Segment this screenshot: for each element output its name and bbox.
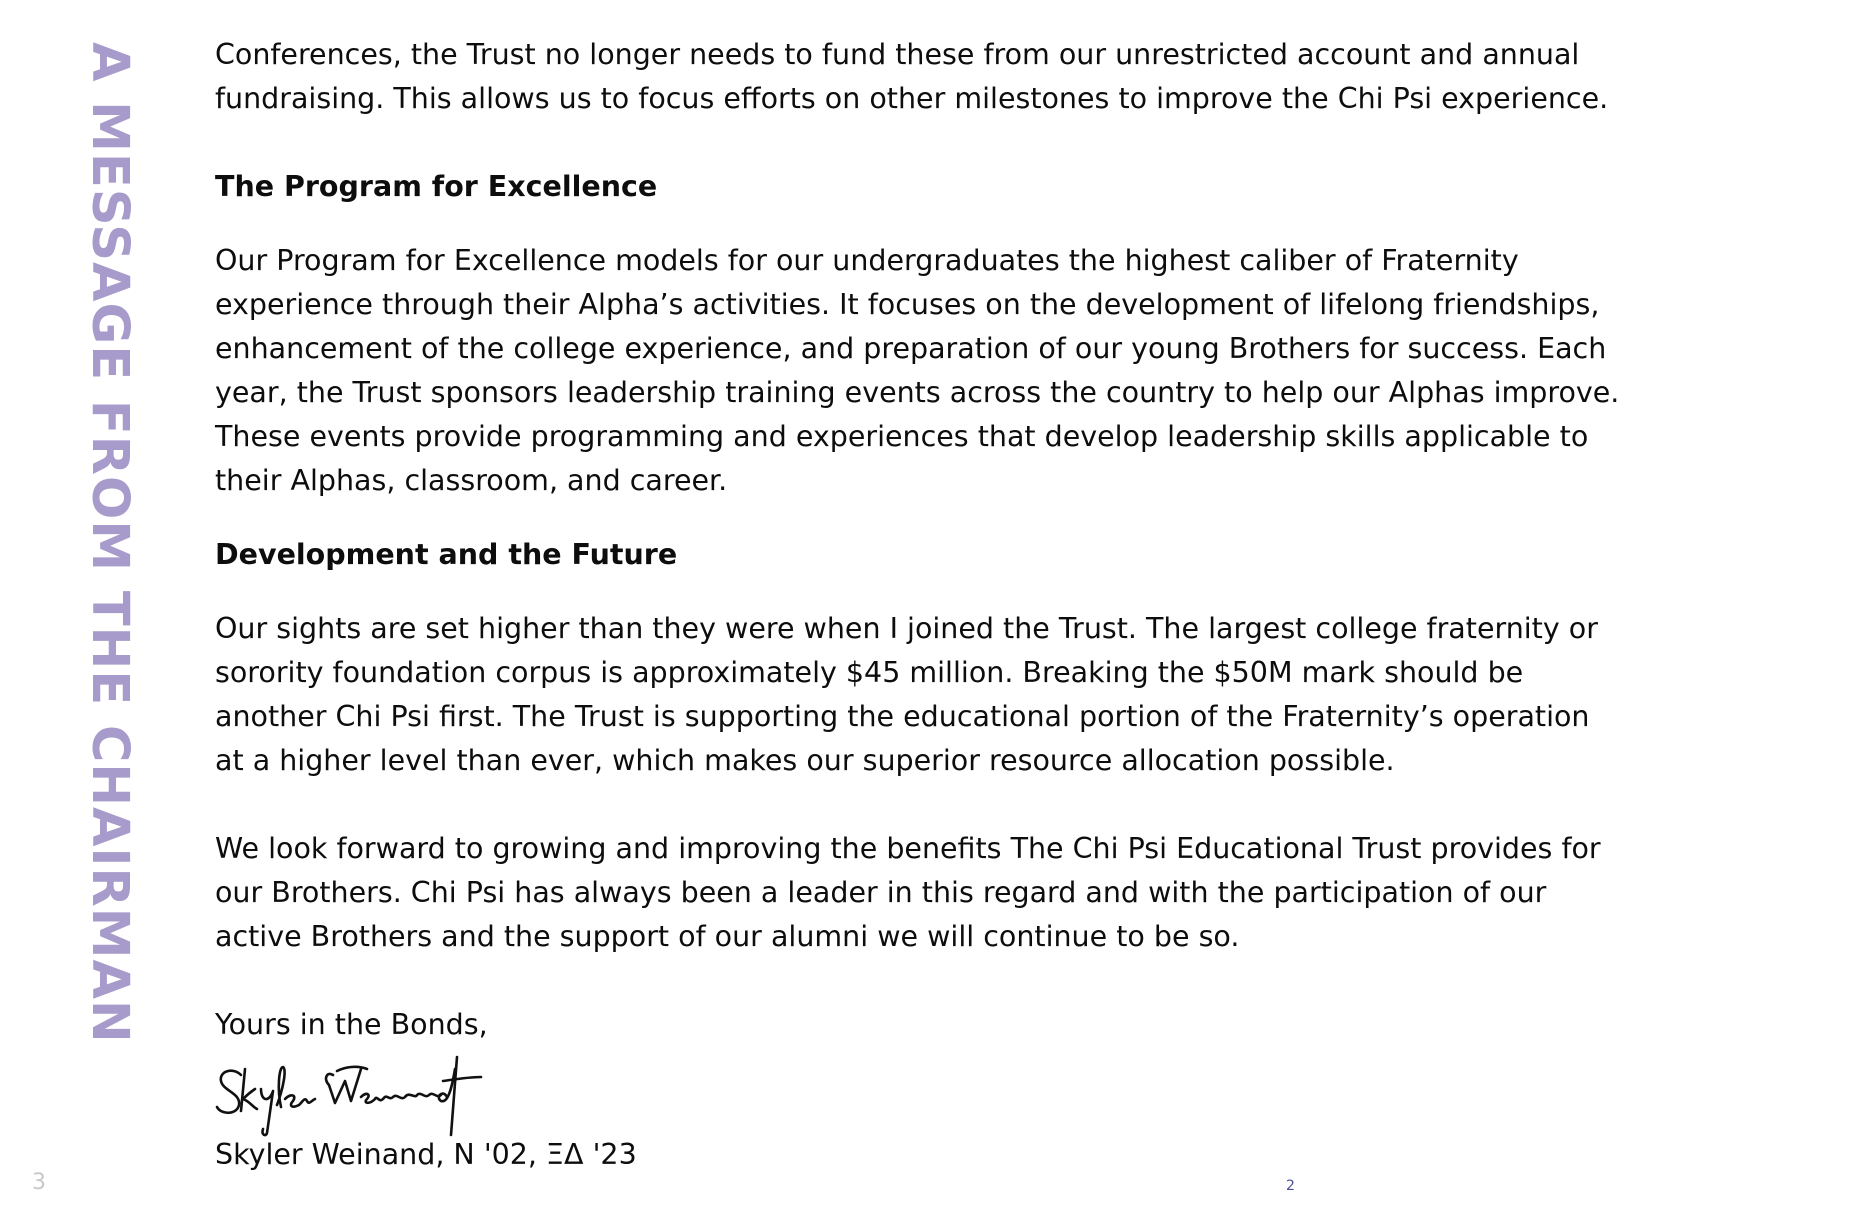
section-heading-development-future: Development and the Future bbox=[215, 538, 678, 571]
letter-body bbox=[215, 33, 1785, 1177]
closing-paragraph bbox=[215, 827, 1785, 959]
paragraph-line: our Brothers. Chi Psi has always been a leader in this regard and with the participation of our bbox=[215, 876, 1547, 909]
program-excellence-paragraph bbox=[215, 239, 1785, 503]
paragraph-line: year, the Trust sponsors leadership training events across the country to help our Alphas improve. bbox=[215, 376, 1620, 409]
signer-name: Skyler Weinand, N '02, ΞΔ '23 bbox=[215, 1138, 637, 1171]
paragraph-line: sorority foundation corpus is approximately $45 million. Breaking the $50M mark should be bbox=[215, 656, 1524, 689]
page-number-left: 3 bbox=[32, 1170, 46, 1195]
intro-line: fundraising. This allows us to focus efforts on other milestones to improve the Chi Psi experience. bbox=[215, 82, 1609, 115]
section-heading-program-excellence: The Program for Excellence bbox=[215, 170, 658, 203]
development-future-paragraph bbox=[215, 607, 1785, 783]
paragraph-line: experience through their Alpha’s activities. It focuses on the development of lifelong friendships, bbox=[215, 288, 1600, 321]
paragraph-line: another Chi Psi first. The Trust is supporting the educational portion of the Fraternity’s operation bbox=[215, 700, 1590, 733]
salutation: Yours in the Bonds, bbox=[215, 1008, 488, 1041]
side-title-container bbox=[80, 42, 138, 1182]
paragraph-line: at a higher level than ever, which makes our superior resource allocation possible. bbox=[215, 744, 1395, 777]
paragraph-line: enhancement of the college experience, and preparation of our young Brothers for success. Each bbox=[215, 332, 1607, 365]
paragraph-line: We look forward to growing and improving the benefits The Chi Psi Educational Trust provides for bbox=[215, 832, 1601, 865]
handwritten-signature bbox=[211, 1049, 501, 1139]
page-number-right: 2 bbox=[1286, 1178, 1295, 1194]
intro-line: Conferences, the Trust no longer needs to fund these from our unrestricted account and annual bbox=[215, 38, 1580, 71]
paragraph-line: Our sights are set higher than they were when I joined the Trust. The largest college fraternity or bbox=[215, 612, 1598, 645]
paragraph-line: Our Program for Excellence models for our undergraduates the highest caliber of Fraternity bbox=[215, 244, 1519, 277]
paragraph-line: their Alphas, classroom, and career. bbox=[215, 464, 728, 497]
paragraph-line: These events provide programming and experiences that develop leadership skills applicable to bbox=[215, 420, 1589, 453]
side-title: A MESSAGE FROM THE CHAIRMAN bbox=[80, 42, 139, 1044]
paragraph-line: active Brothers and the support of our alumni we will continue to be so. bbox=[215, 920, 1240, 953]
intro-paragraph bbox=[215, 33, 1785, 121]
